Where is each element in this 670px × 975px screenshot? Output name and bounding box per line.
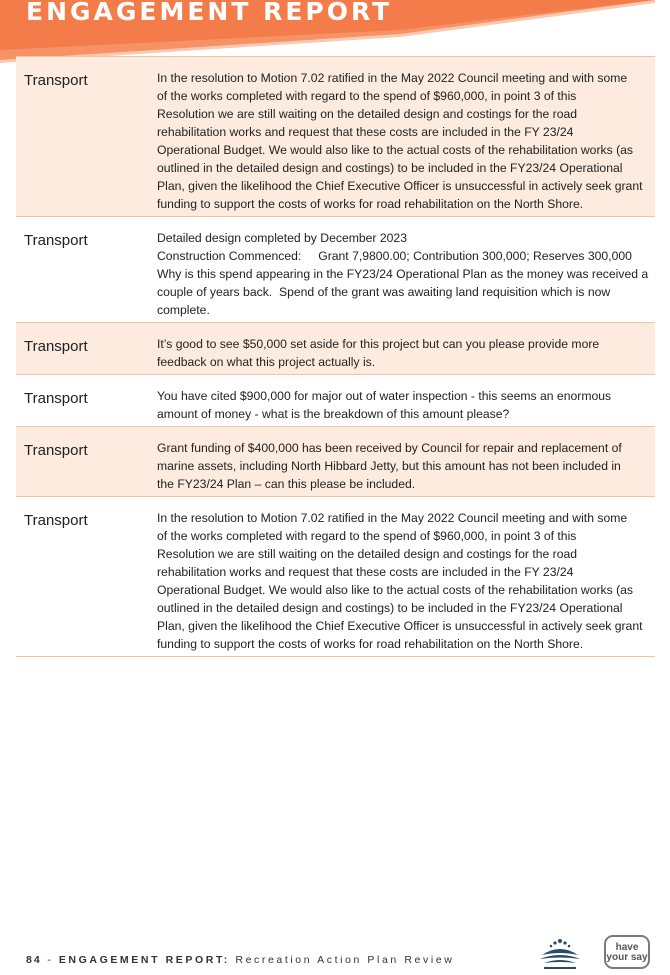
row-category: Transport — [24, 338, 88, 355]
row-comment — [157, 375, 655, 426]
comment-line: In the resolution to Motion 7.02 ratified in the May 2022 Council meeting and with some — [157, 71, 628, 85]
comment-line: Operational Budget. We would also like to the actual costs of the rehabilitation works (as — [157, 583, 634, 597]
row-comment — [157, 427, 655, 496]
comments-table — [16, 56, 655, 657]
comment-line: You have cited $900,000 for major out of water inspection - this seems an enormous — [157, 389, 612, 403]
row-comment — [157, 57, 655, 216]
table-row — [16, 57, 655, 217]
comment-line: marine assets, including North Hibbard Jetty, but this amount has not been included in — [157, 459, 621, 473]
footer-separator: - — [41, 954, 59, 966]
comment-line: rehabilitation works and request that these costs are included in the FY 23/24 — [157, 125, 574, 139]
comment-line: funding to support the costs of works for road rehabilitation on the North Shore. — [157, 197, 584, 211]
comment-line: complete. — [157, 303, 210, 317]
page-title: ENGAGEMENT REPORT — [26, 0, 393, 26]
row-category: Transport — [24, 512, 88, 529]
table-row — [16, 497, 655, 657]
comment-line: Why is this spend appearing in the FY23/24 Operational Plan as the money was received a — [157, 267, 649, 281]
comment-line: Detailed design completed by December 2023 — [157, 231, 407, 245]
comment-line: funding to support the costs of works for road rehabilitation on the North Shore. — [157, 637, 584, 651]
comment-line: outlined in the detailed design and costings) to be included in the FY23/24 Operational — [157, 601, 623, 615]
footer-document-title: Recreation Action Plan Review — [229, 954, 455, 966]
comment-line: In the resolution to Motion 7.02 ratified in the May 2022 Council meeting and with some — [157, 511, 628, 525]
page-number: 84 — [26, 954, 42, 966]
row-comment — [157, 497, 655, 656]
footer-report-label: ENGAGEMENT REPORT: — [58, 954, 230, 966]
comment-line: Resolution we are still waiting on the detailed design and costings for the road — [157, 107, 578, 121]
row-category: Transport — [24, 232, 88, 249]
table-row — [16, 217, 655, 323]
comment-line: Grant funding of $400,000 has been received by Council for repair and replacement of — [157, 441, 622, 455]
comment-line: the FY23/24 Plan – can this please be included. — [157, 477, 416, 491]
comment-line: Resolution we are still waiting on the detailed design and costings for the road — [157, 547, 578, 561]
comment-line: Construction Commenced: Grant 7,9800.00; Contribution 300,000; Reserves 300,000 — [157, 249, 632, 263]
table-row — [16, 427, 655, 497]
table-row — [16, 375, 655, 427]
comment-line: Operational Budget. We would also like to the actual costs of the rehabilitation works (as — [157, 143, 634, 157]
comment-line: It’s good to see $50,000 set aside for this project but can you please provide more — [157, 337, 600, 351]
badge-line-1: have — [615, 942, 639, 953]
comment-line: Plan, given the likelihood the Chief Executive Officer is unsuccessful in actively seek grant — [157, 619, 643, 633]
comment-line: Plan, given the likelihood the Chief Executive Officer is unsuccessful in actively seek grant — [157, 179, 643, 193]
table-row — [16, 323, 655, 375]
comment-line: couple of years back. Spend of the grant was awaiting land requisition which is now — [157, 285, 611, 299]
badge-line-2: your say — [606, 952, 648, 963]
page-header — [0, 0, 670, 64]
footer-caption — [26, 954, 454, 966]
comment-line: of the works completed with regard to the spend of $960,000, in point 3 of this — [157, 89, 577, 103]
have-your-say-badge — [604, 935, 650, 969]
row-category: Transport — [24, 390, 88, 407]
comment-line: amount of money - what is the breakdown of this amount please? — [157, 407, 510, 421]
row-category: Transport — [24, 72, 88, 89]
comment-line: outlined in the detailed design and costings) to be included in the FY23/24 Operational — [157, 161, 623, 175]
comment-line: feedback on what this project actually is. — [157, 355, 376, 369]
row-category: Transport — [24, 442, 88, 459]
council-logo — [536, 935, 584, 970]
comment-line: of the works completed with regard to the spend of $960,000, in point 3 of this — [157, 529, 577, 543]
comment-line: rehabilitation works and request that these costs are included in the FY 23/24 — [157, 565, 574, 579]
row-comment — [157, 217, 656, 322]
row-comment — [157, 323, 655, 374]
